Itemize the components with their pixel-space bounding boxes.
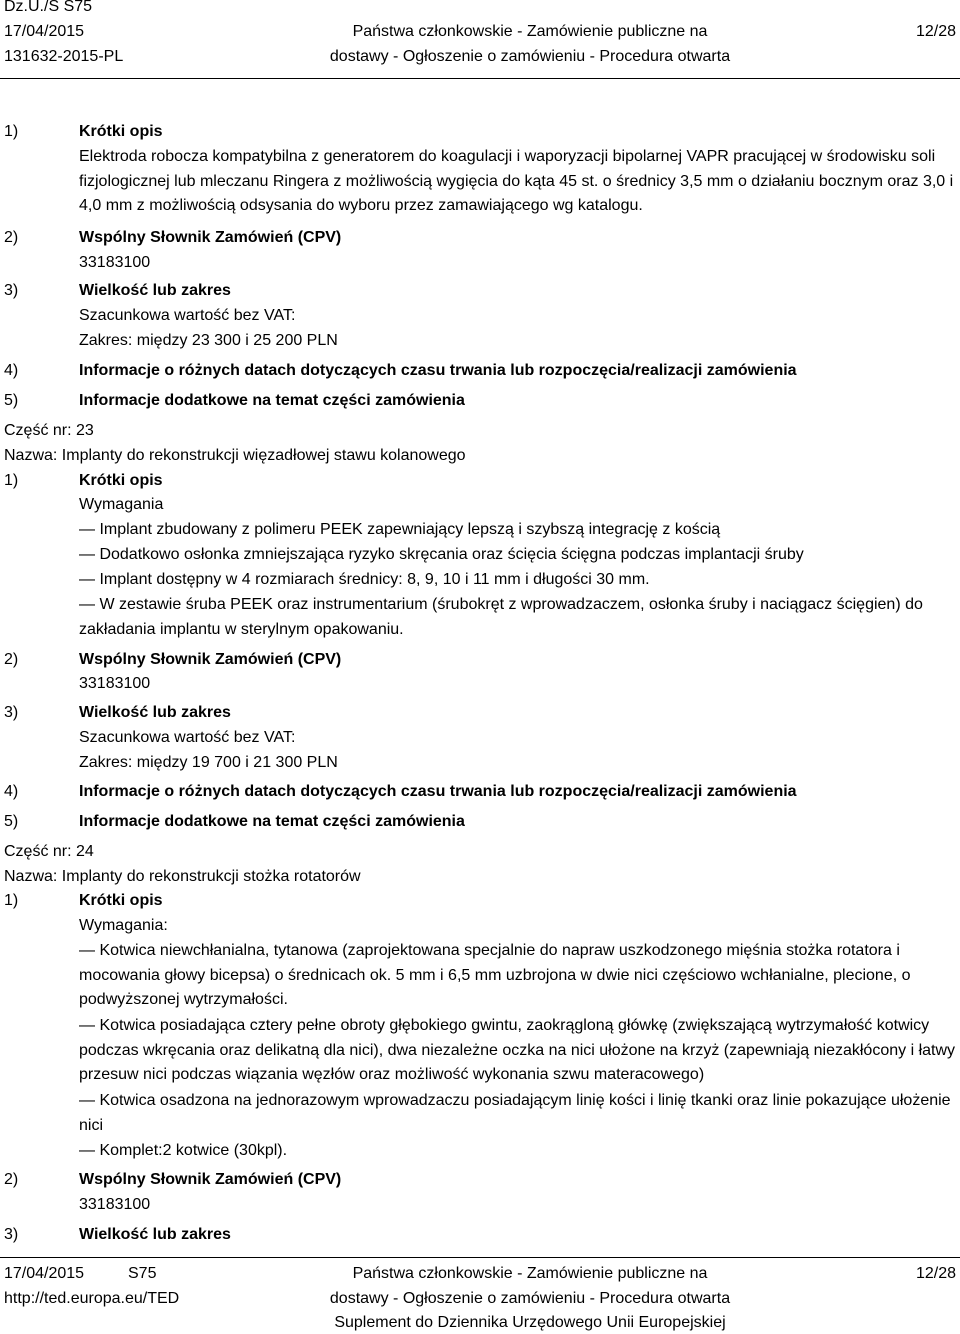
- cpv-code: 33183100: [79, 1196, 151, 1213]
- header-title-line2: dostawy - Ogłoszenie o zamówieniu - Procedura otwarta: [329, 48, 731, 65]
- item-number: 3): [4, 1226, 19, 1243]
- value-range: Zakres: między 23 300 i 25 200 PLN: [79, 332, 338, 349]
- header-page-number: 12/28: [915, 23, 956, 40]
- cpv-code: 33183100: [79, 675, 151, 692]
- item-number: 1): [4, 123, 19, 140]
- short-desc-heading: Krótki opis: [79, 892, 163, 909]
- requirement-item: — Komplet:2 kotwice (30kpl).: [79, 1142, 288, 1159]
- cpv-heading: Wspólny Słownik Zamówień (CPV): [79, 651, 342, 668]
- part-name: Nazwa: Implanty do rekonstrukcji więzadłowej stawu kolanowego: [4, 447, 466, 464]
- requirement-item: — Kotwica osadzona na jednorazowym wprowadzaczu posiadającym linię kości i linię tkanki oraz linie pokazujące ułożenie nici: [79, 1092, 951, 1134]
- item-number: 2): [4, 229, 19, 246]
- requirement-item: — Kotwica posiadająca cztery pełne obroty głębokiego gwintu, zaokrągloną główkę (zwiększającą wytrzymałość kotwicy podczas wkręcania oraz delikatną dla nici), dwa niezależne oczka na nici ułożone na krzyż (zapewniają niezakłócony i łatwy przesuw nici podczas wiązania węzłów oraz możliwość wykonania szwu materacowego): [79, 1017, 956, 1084]
- part-number: Część nr: 24: [4, 843, 94, 860]
- item-number: 2): [4, 1171, 19, 1188]
- quantity-heading: Wielkość lub zakres: [79, 704, 231, 721]
- short-desc-heading: Krótki opis: [79, 123, 163, 140]
- journal-ref: Dz.U./S S75: [4, 0, 93, 15]
- footer-title-line1: Państwa członkowskie - Zamówienie publiczne na: [352, 1265, 708, 1282]
- item-number: 4): [4, 783, 19, 800]
- header-title-line1: Państwa członkowskie - Zamówienie publiczne na: [352, 23, 708, 40]
- item-number: 3): [4, 282, 19, 299]
- quantity-heading: Wielkość lub zakres: [79, 1226, 231, 1243]
- item-number: 3): [4, 704, 19, 721]
- short-desc-heading: Krótki opis: [79, 472, 163, 489]
- footer-date: 17/04/2015: [4, 1265, 85, 1282]
- value-range: Zakres: między 19 700 i 21 300 PLN: [79, 754, 338, 771]
- short-desc-text: Elektroda robocza kompatybilna z generatorem do koagulacji i waporyzacji bipolarnej VAPR pracującej w środowisku soli fizjologicznej lub mleczanu Ringera z możliwością wygięcia do kąta 45 st. o średnicy 3,5 mm o działaniu bocznym oraz 3,0 i 4,0 mm z możliwością odsysania do wyboru przez zamawiającego wg katalogu.: [79, 148, 954, 215]
- dates-info-heading: Informacje o różnych datach dotyczących czasu trwania lub rozpoczęcia/realizacji zamówienia: [79, 783, 797, 800]
- item-number: 1): [4, 472, 19, 489]
- requirement-item: — Kotwica niewchłanialna, tytanowa (zaprojektowana specjalnie do napraw uszkodzonego mięśnia stożka rotatora i mocowania głowy bicepsa) o średnicach ok. 5 mm i 6,5 mm uzbrojona w dwie nici częściowo wchłanialne, plecione, o podwyższonej wytrzymałości.: [79, 942, 911, 1009]
- additional-info-heading: Informacje dodatkowe na temat części zamówienia: [79, 813, 465, 830]
- footer-series: S75: [128, 1265, 157, 1282]
- item-number: 4): [4, 362, 19, 379]
- estimated-value-label: Szacunkowa wartość bez VAT:: [79, 307, 296, 324]
- part-name: Nazwa: Implanty do rekonstrukcji stożka rotatorów: [4, 868, 361, 885]
- additional-info-heading: Informacje dodatkowe na temat części zamówienia: [79, 392, 465, 409]
- item-number: 1): [4, 892, 19, 909]
- footer-title-line3: Suplement do Dziennika Urzędowego Unii Europejskiej: [334, 1314, 726, 1331]
- part-number: Część nr: 23: [4, 422, 94, 439]
- estimated-value-label: Szacunkowa wartość bez VAT:: [79, 729, 296, 746]
- item-number: 2): [4, 651, 19, 668]
- requirement-item: — W zestawie śruba PEEK oraz instrumentarium (śrubokręt z wprowadzaczem, osłonka śruby i naciągacz ścięgien) do zakładania implantu w sterylnym opakowaniu.: [79, 596, 923, 638]
- header-divider: [0, 78, 960, 79]
- footer-divider: [0, 1257, 960, 1258]
- item-number: 5): [4, 392, 19, 409]
- footer-url[interactable]: http://ted.europa.eu/TED: [4, 1290, 180, 1307]
- requirement-item: — Implant dostępny w 4 rozmiarach średnicy: 8, 9, 10 i 11 mm i długości 30 mm.: [79, 571, 650, 588]
- cpv-heading: Wspólny Słownik Zamówień (CPV): [79, 229, 342, 246]
- requirement-item: — Implant zbudowany z polimeru PEEK zapewniający lepszą i szybszą integrację z kością: [79, 521, 721, 538]
- requirements-title: Wymagania:: [79, 917, 168, 934]
- dates-info-heading: Informacje o różnych datach dotyczących czasu trwania lub rozpoczęcia/realizacji zamówienia: [79, 362, 797, 379]
- requirements-title: Wymagania: [79, 496, 164, 513]
- quantity-heading: Wielkość lub zakres: [79, 282, 231, 299]
- requirement-item: — Dodatkowo osłonka zmniejszająca ryzyko skręcania oraz ścięcia ścięgna podczas implantacji śruby: [79, 546, 804, 563]
- footer-title-line2: dostawy - Ogłoszenie o zamówieniu - Procedura otwarta: [329, 1290, 731, 1307]
- cpv-heading: Wspólny Słownik Zamówień (CPV): [79, 1171, 342, 1188]
- header-date: 17/04/2015: [4, 23, 85, 40]
- cpv-code: 33183100: [79, 254, 151, 271]
- footer-page-number: 12/28: [915, 1265, 956, 1282]
- item-number: 5): [4, 813, 19, 830]
- notice-id: 131632-2015-PL: [4, 48, 124, 65]
